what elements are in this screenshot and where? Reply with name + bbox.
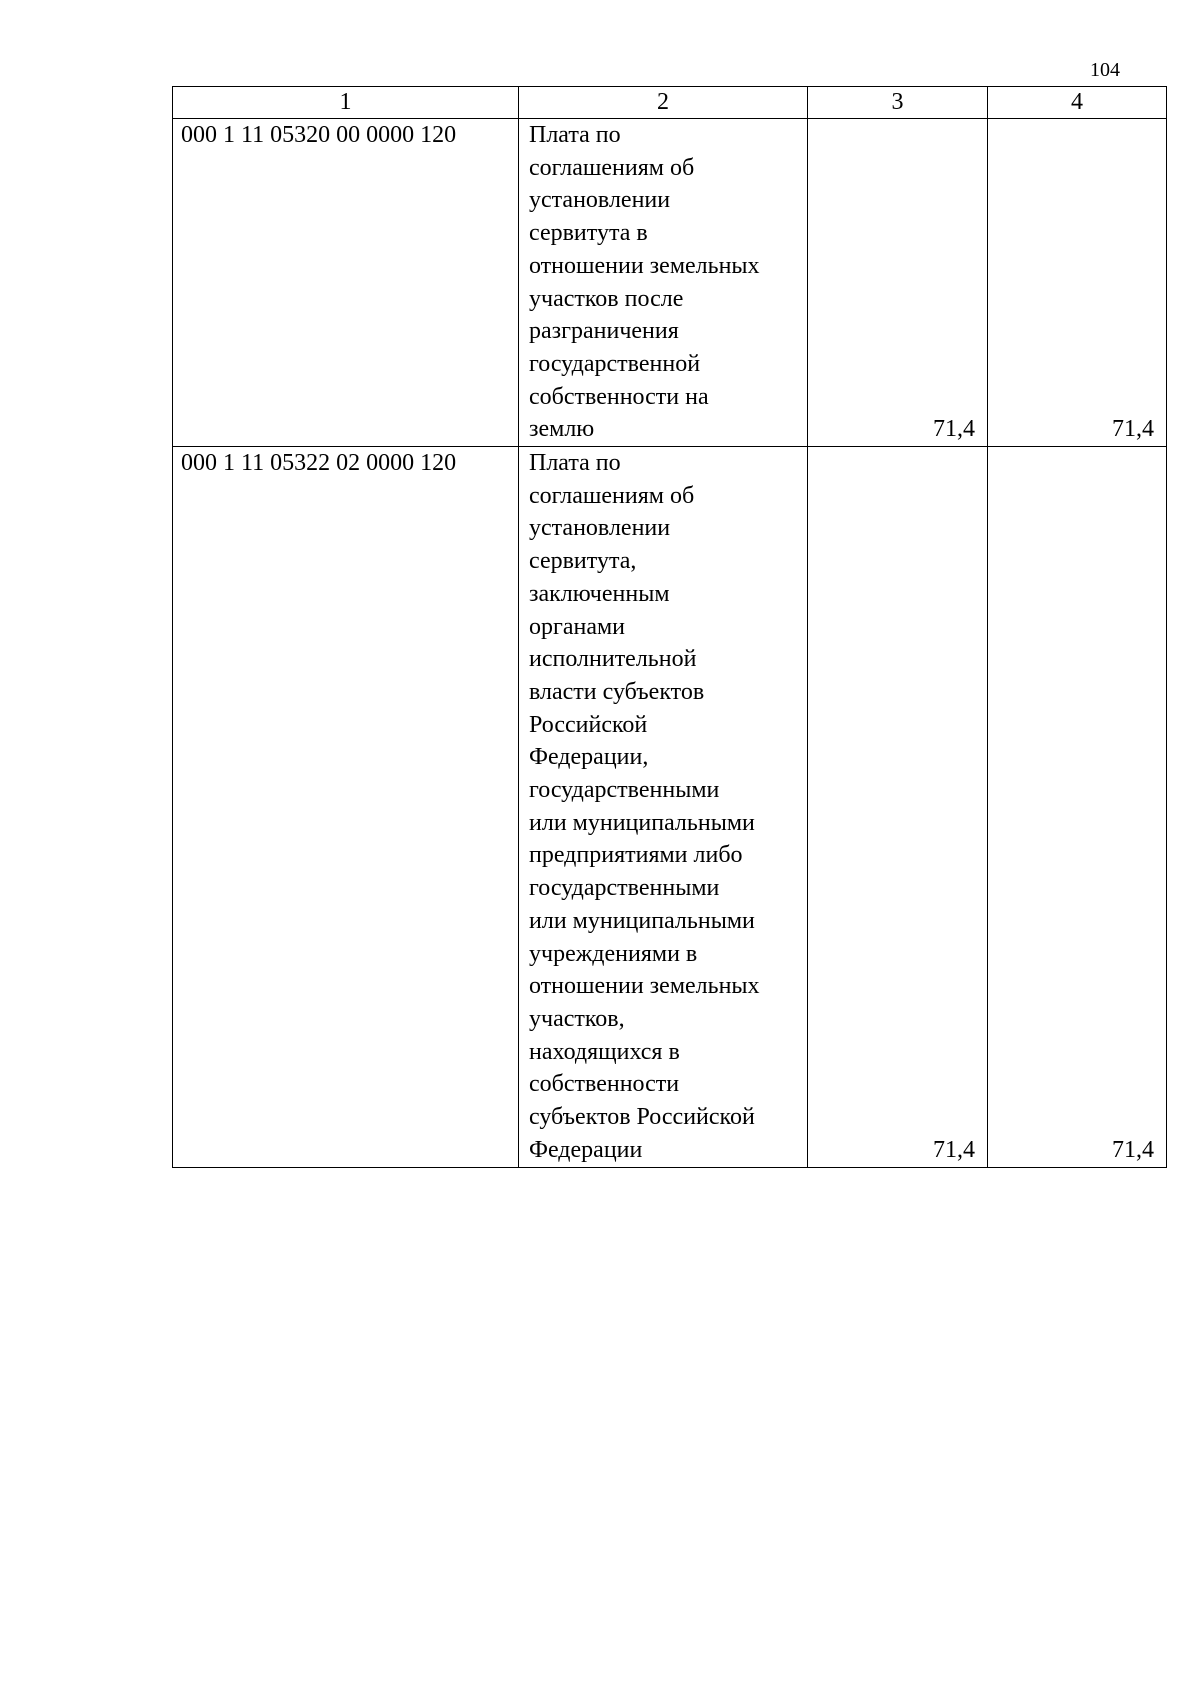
table-header-row — [173, 87, 1167, 119]
page-number: 104 — [1090, 59, 1120, 81]
budget-table — [172, 86, 1167, 1168]
row-value-4: 71,4 — [988, 447, 1167, 1167]
row-value-3: 71,4 — [808, 447, 988, 1167]
header-cell-1: 1 — [173, 87, 519, 119]
row-value-3: 71,4 — [808, 119, 988, 447]
header-cell-3: 3 — [808, 87, 988, 119]
row-name: Плата по соглашениям об установлении сервитута, заключенным органами исполнительной власти субъектов Российской Федерации, государственными или муниципальными предприятиями либо государственными или муниципальными учреждениями в отношении земельных участков, находящихся в собственности субъектов Российской Федерации — [519, 447, 808, 1167]
row-value-4: 71,4 — [988, 119, 1167, 447]
table-row — [173, 447, 1167, 1167]
table-row — [173, 119, 1167, 447]
header-cell-4: 4 — [988, 87, 1167, 119]
header-cell-2: 2 — [519, 87, 808, 119]
row-name: Плата по соглашениям об установлении сервитута в отношении земельных участков после разграничения государственной собственности на землю — [519, 119, 808, 447]
row-code: 000 1 11 05322 02 0000 120 — [173, 447, 519, 1167]
row-code: 000 1 11 05320 00 0000 120 — [173, 119, 519, 447]
